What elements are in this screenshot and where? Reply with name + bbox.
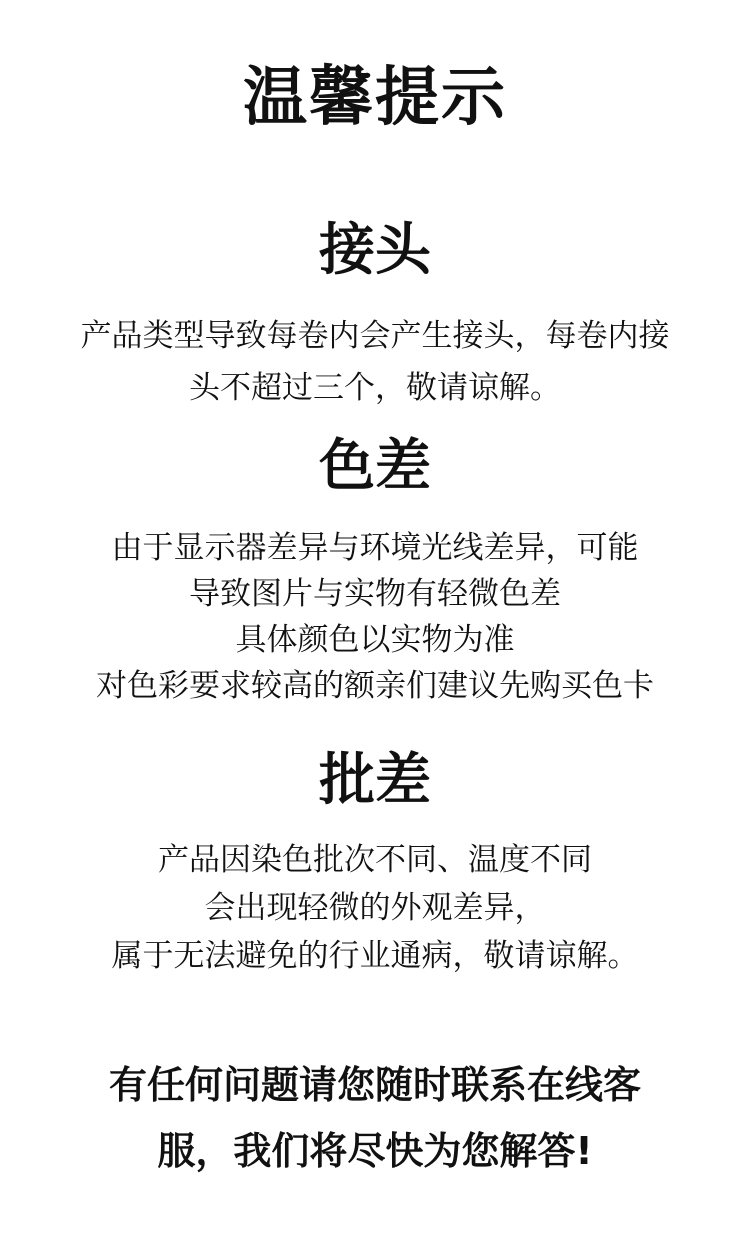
contact-line: 服，我们将尽快为您解答! [157,1129,593,1173]
text-line: 由于显示器差异与环境光线差异，可能 [111,530,639,566]
section-heading-batch-difference: 批差 [319,748,431,813]
contact-line: 有任何问题请您随时联系在线客 [108,1063,641,1107]
text-line: 属于无法避免的行业通病，敬请谅解。 [111,938,639,974]
text-line: 具体颜色以实物为准 [235,622,515,658]
section-heading-color-difference: 色差 [319,434,431,499]
text-line: 导致图片与实物有轻微色差 [189,576,561,612]
section-text-joint [0,310,750,414]
contact-notice [0,1052,750,1184]
text-line: 头不超过三个，敬请谅解。 [189,370,561,406]
text-line: 产品因染色批次不同、温度不同 [158,842,592,878]
text-line: 会出现轻微的外观差异， [204,890,546,926]
text-line: 对色彩要求较高的额亲们建议先购买色卡 [96,668,654,704]
page-title: 温馨提示 [243,61,507,135]
section-text-color-difference [0,525,750,709]
section-text-batch-difference [0,836,750,980]
section-heading-joint: 接头 [319,218,431,283]
text-line: 产品类型导致每卷内会产生接头，每卷内接 [80,318,670,354]
